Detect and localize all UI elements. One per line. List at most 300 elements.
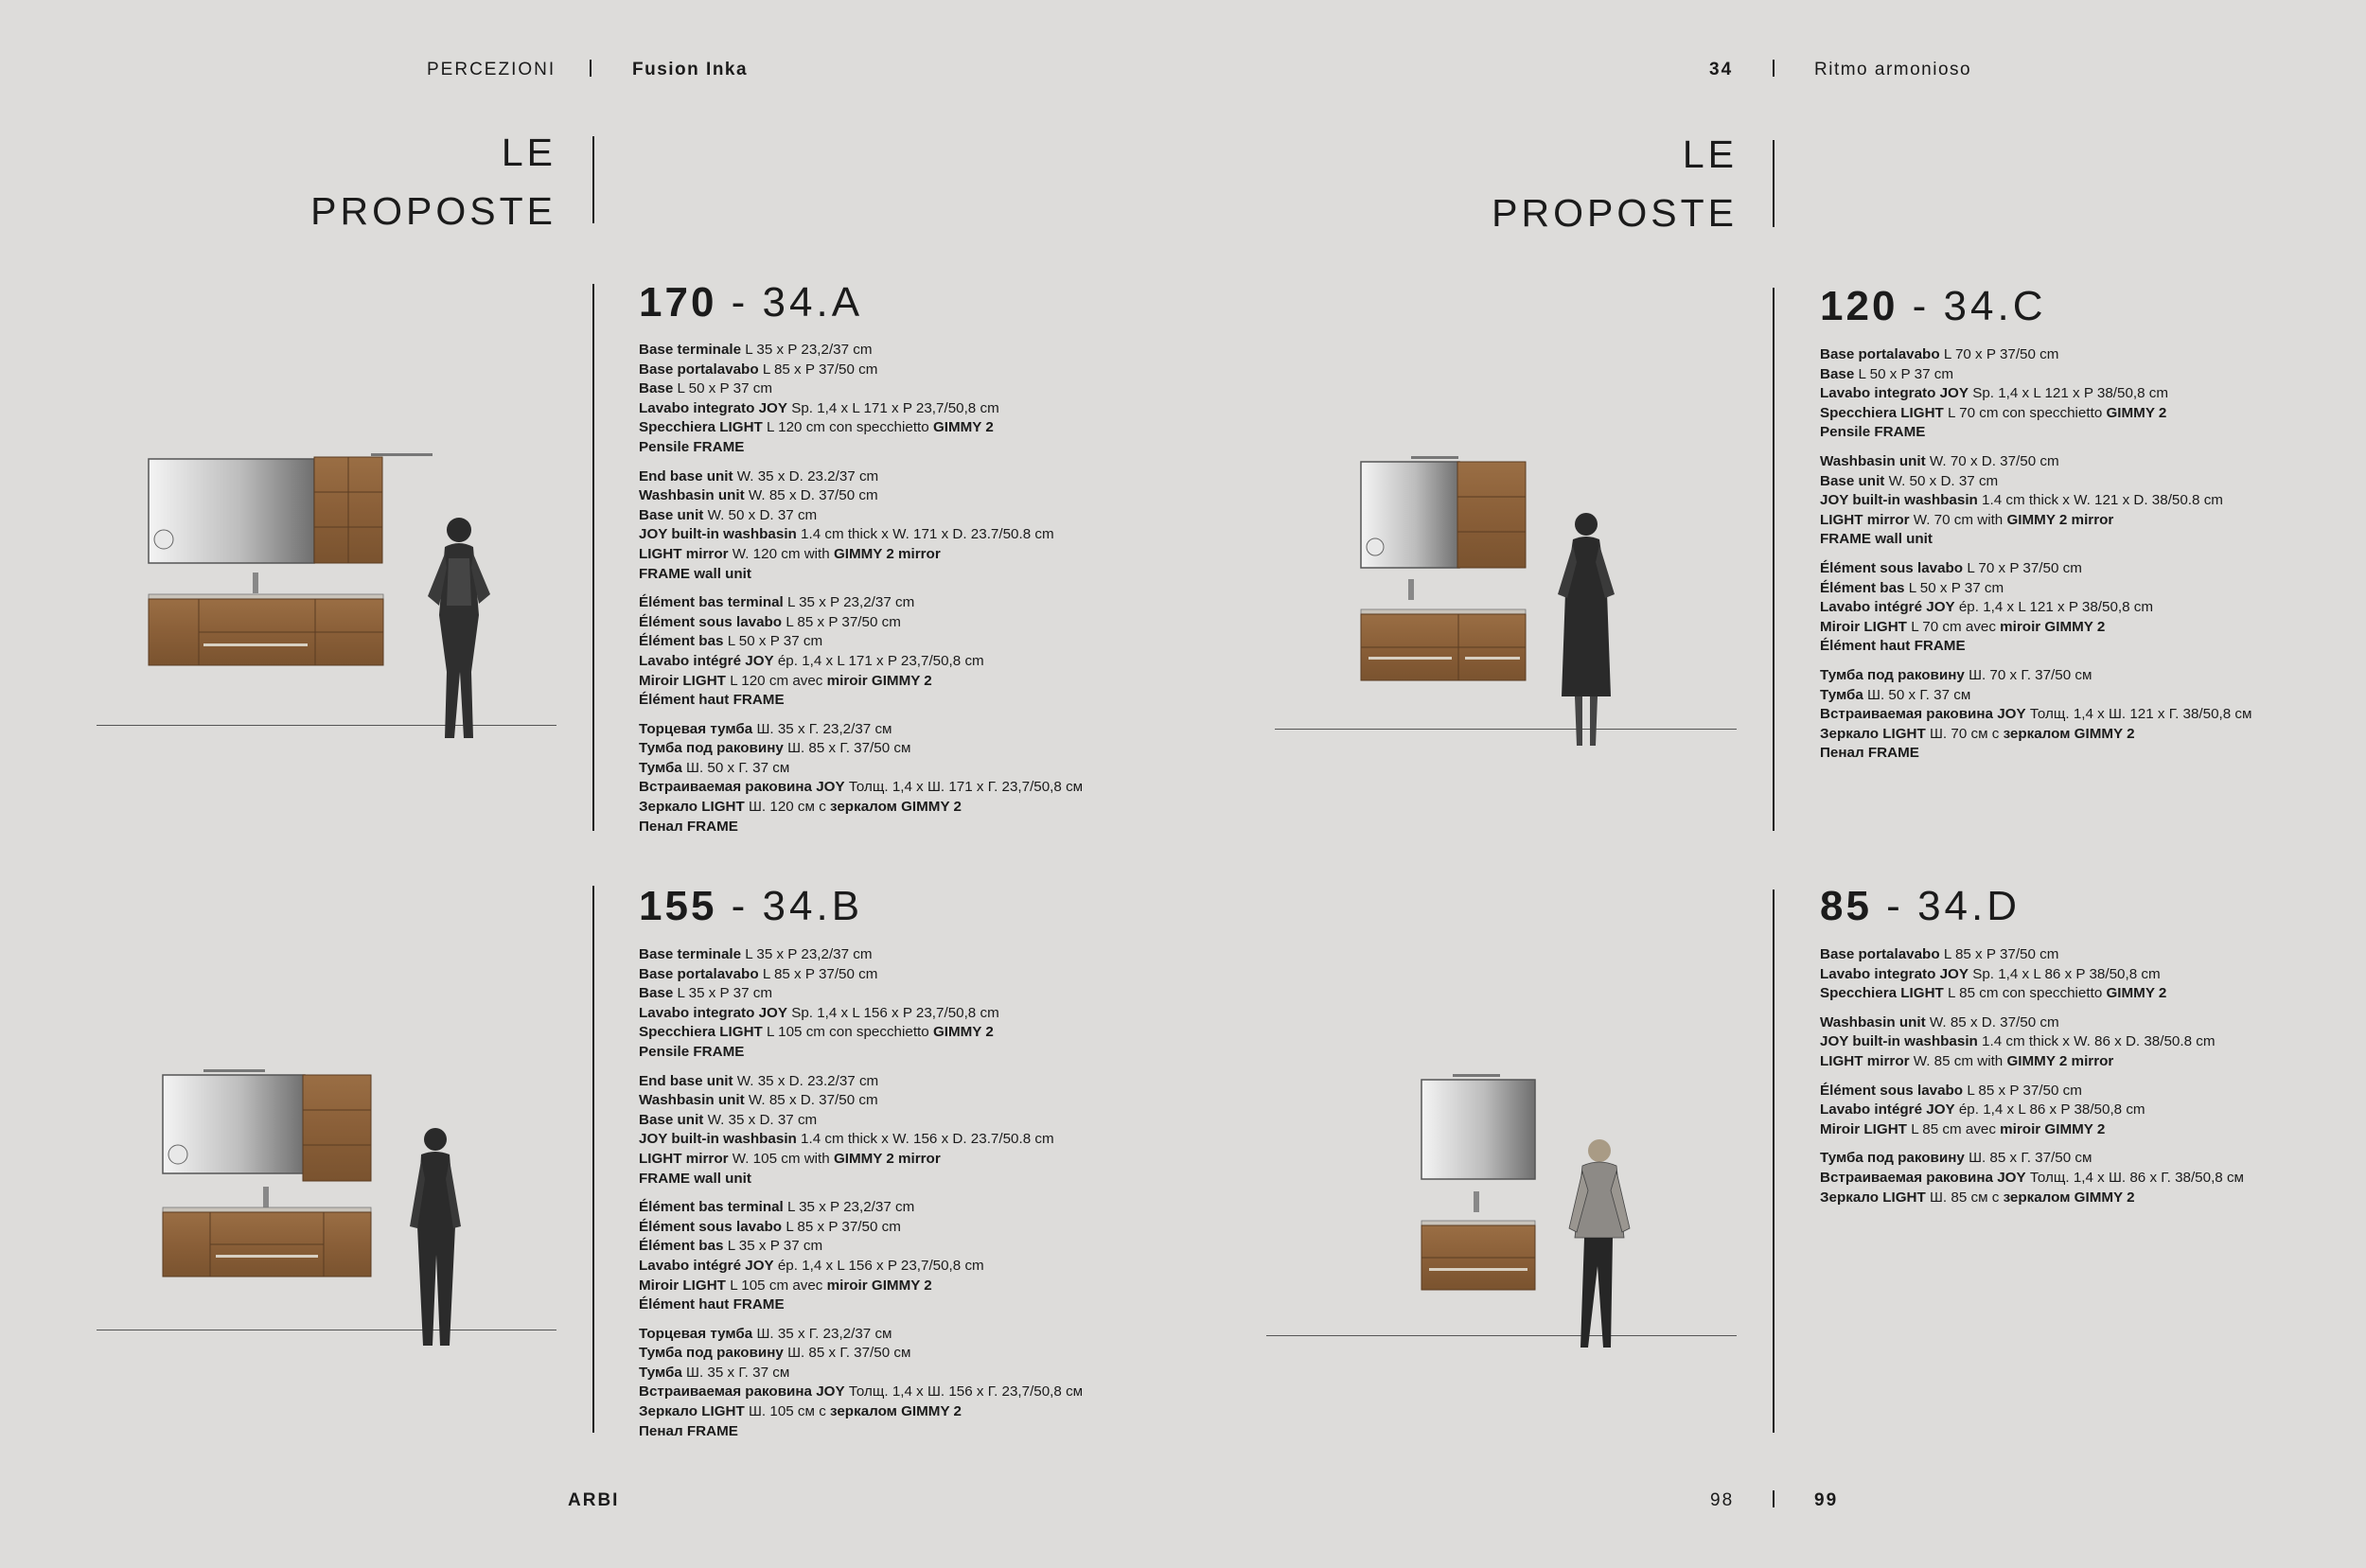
spec-line	[639, 1111, 1169, 1131]
spec-item-name: Тумба под раковину	[639, 740, 784, 757]
spec-group	[1820, 452, 2350, 550]
spec-item-name: Тумба под раковину	[1820, 1150, 1965, 1167]
spec-line	[639, 778, 1169, 798]
spec-dimensions: ép. 1,4 x L 86 x P 38/50,8 cm	[1954, 1101, 2145, 1119]
spec-item-name: Торцевая тумба	[639, 720, 753, 737]
spec-item-name: LIGHT mirror	[1820, 1052, 1910, 1069]
spec-dimensions: L 120 cm avec	[725, 672, 827, 689]
spec-dimensions: Ш. 70 см с	[1925, 725, 2004, 742]
spec-dimensions: L 35 x P 37 cm	[673, 985, 772, 1002]
spec-item-name: Pensile FRAME	[1820, 424, 1926, 441]
spec-item-name: Washbasin unit	[639, 487, 745, 504]
model-code: 34.B	[762, 883, 864, 929]
spec-item-name: Pensile FRAME	[639, 438, 745, 455]
spec-item-name: Торцевая тумба	[639, 1325, 753, 1342]
left-title-bar	[592, 136, 594, 223]
spec-item-name: Base unit	[1820, 472, 1885, 489]
spec-dimensions: W. 35 x D. 37 cm	[703, 1111, 818, 1128]
spec-item-name: Зеркало LIGHT	[639, 1403, 745, 1420]
spec-dimensions: Ш. 85 x Г. 37/50 см	[783, 1345, 911, 1362]
spec-item-name: Specchiera LIGHT	[639, 1024, 763, 1041]
right-title-line1: LE	[1682, 132, 1738, 176]
woman-figure-b	[402, 1122, 468, 1359]
spec-item-name: Élément bas	[639, 633, 724, 650]
spec-item-name: FRAME wall unit	[639, 1170, 751, 1187]
spec-group	[1820, 1149, 2350, 1207]
footer-page-right: 99	[1814, 1490, 1839, 1510]
spec-item-name: Specchiera LIGHT	[639, 419, 763, 436]
spec-item-name: Встраиваемая раковина JOY	[1820, 1169, 2026, 1186]
spec-item-name: JOY built-in washbasin	[639, 526, 797, 543]
section-bar-b	[592, 886, 594, 1433]
spec-line	[639, 1257, 1169, 1277]
left-title-line2: PROPOSTE	[310, 189, 556, 233]
spec-item-name: Встраиваемая раковина JOY	[1820, 706, 2026, 723]
spec-item-name: Lavabo integrato JOY	[639, 1004, 787, 1021]
spec-line	[639, 1344, 1169, 1364]
spec-line	[639, 691, 1169, 711]
spec-line	[639, 1218, 1169, 1238]
spec-item-name: Miroir LIGHT	[639, 672, 726, 689]
spec-dimensions: Ш. 105 см с	[744, 1403, 831, 1420]
spec-line	[1820, 686, 2350, 706]
section-bar-a	[592, 284, 594, 831]
spec-dimensions: Ш. 35 x Г. 37 см	[681, 1364, 790, 1381]
spec-line	[639, 720, 1169, 740]
spec-item-name: JOY built-in washbasin	[1820, 492, 1978, 509]
spec-dimensions: L 85 x P 37/50 cm	[782, 1218, 901, 1235]
spec-item-name: Élément sous lavabo	[639, 613, 783, 630]
spec-dimensions: L 35 x P 37 cm	[723, 1238, 823, 1255]
spec-dimensions: Ш. 35 x Г. 23,2/37 см	[752, 1325, 892, 1342]
model-size: 170	[639, 279, 717, 326]
spec-dimensions: Ш. 50 x Г. 37 см	[1863, 686, 1971, 703]
spec-list-c	[1820, 345, 2350, 773]
spec-group	[1820, 1013, 2350, 1072]
spec-item-name: Élément haut FRAME	[639, 1296, 785, 1313]
spec-item-name: LIGHT mirror	[639, 545, 729, 562]
spec-group	[639, 1198, 1169, 1315]
spec-dimensions: Ш. 70 x Г. 37/50 см	[1964, 666, 2092, 683]
spec-dimensions: L 50 x P 37 cm	[673, 380, 772, 397]
spec-item-name: FRAME wall unit	[1820, 531, 1933, 548]
spec-line	[1820, 423, 2350, 443]
spec-line	[639, 1295, 1169, 1315]
spec-line	[639, 545, 1169, 565]
section-bar-d	[1773, 890, 1774, 1433]
spec-line	[639, 1325, 1169, 1345]
spec-dimensions: W. 85 x D. 37/50 cm	[744, 487, 878, 504]
spec-item-name: JOY built-in washbasin	[639, 1131, 797, 1148]
spec-line	[1820, 1082, 2350, 1101]
spec-item-name: Тумба под раковину	[639, 1345, 784, 1362]
section-bar-c	[1773, 288, 1774, 831]
left-title-line1: LE	[501, 131, 556, 174]
spec-dimensions: Толщ. 1,4 x Ш. 156 x Г. 23,7/50,8 см	[844, 1383, 1084, 1401]
spec-dimensions: L 70 x P 37/50 cm	[1939, 346, 2059, 362]
spec-item-name: LIGHT mirror	[1820, 511, 1910, 528]
right-page-title	[1492, 125, 1738, 242]
spec-line	[639, 798, 1169, 818]
spec-dimensions: L 35 x P 23,2/37 cm	[783, 594, 915, 611]
footer-page-left: 98	[1710, 1490, 1735, 1510]
spec-line	[639, 1402, 1169, 1422]
spec-line	[1820, 1013, 2350, 1033]
spec-dimensions: L 50 x P 37 cm	[723, 633, 823, 650]
spec-group	[639, 593, 1169, 711]
spec-line	[1820, 618, 2350, 638]
spec-item-name: End base unit	[639, 467, 733, 484]
spec-item-name: Lavabo intégré JOY	[1820, 1101, 1955, 1119]
spec-dimensions: ép. 1,4 x L 156 x P 23,7/50,8 cm	[773, 1257, 984, 1274]
spec-line	[1820, 1101, 2350, 1120]
spec-item-name: Miroir LIGHT	[1820, 618, 1907, 635]
spec-dimensions: ép. 1,4 x L 171 x P 23,7/50,8 cm	[773, 652, 984, 669]
spec-accessory: GIMMY 2 mirror	[2006, 511, 2114, 528]
model-heading-c: 120 - 34.C	[1820, 283, 2047, 329]
spec-accessory: GIMMY 2	[932, 1024, 994, 1041]
spec-dimensions: 1.4 cm thick x W. 86 x D. 38/50.8 cm	[1977, 1033, 2216, 1050]
spec-item-name: Встраиваемая раковина JOY	[639, 1383, 845, 1401]
spec-accessory: GIMMY 2 mirror	[833, 1150, 941, 1167]
spec-dimensions: L 35 x P 23,2/37 cm	[783, 1199, 915, 1216]
footer-brand: ARBI	[568, 1490, 620, 1510]
running-page-ref: 34	[1709, 60, 1734, 79]
spec-dimensions: Sp. 1,4 x L 171 x P 23,7/50,8 cm	[786, 399, 999, 416]
spec-line	[639, 965, 1169, 985]
model-code: 34.A	[762, 279, 864, 326]
spec-item-name: Washbasin unit	[1820, 452, 1926, 469]
spec-item-name: Élément sous lavabo	[639, 1218, 783, 1235]
floor-line-c	[1275, 729, 1737, 730]
spec-dimensions: Толщ. 1,4 x Ш. 171 x Г. 23,7/50,8 см	[844, 779, 1084, 796]
spec-line	[639, 818, 1169, 837]
spec-line	[1820, 1032, 2350, 1052]
spec-dimensions: W. 85 x D. 37/50 cm	[1925, 1013, 2059, 1031]
spec-dimensions: L 70 x P 37/50 cm	[1963, 559, 2082, 576]
spec-dimensions: W. 50 x D. 37 cm	[703, 506, 818, 523]
spec-line	[639, 399, 1169, 419]
spec-line	[639, 1364, 1169, 1383]
spec-item-name: Lavabo intégré JOY	[639, 1257, 774, 1274]
spec-accessory: GIMMY 2 mirror	[2006, 1052, 2114, 1069]
spec-line	[1820, 491, 2350, 511]
spec-item-name: Lavabo integrato JOY	[639, 399, 787, 416]
spec-item-name: Pensile FRAME	[639, 1043, 745, 1060]
spec-dimensions: W. 70 x D. 37/50 cm	[1925, 452, 2059, 469]
spec-line	[1820, 559, 2350, 579]
spec-dimensions: L 50 x P 37 cm	[1854, 365, 1953, 382]
spec-item-name: Washbasin unit	[639, 1092, 745, 1109]
spec-item-name: FRAME wall unit	[639, 565, 751, 582]
spec-dimensions: Sp. 1,4 x L 156 x P 23,7/50,8 cm	[786, 1004, 999, 1021]
model-size: 155	[639, 883, 717, 929]
spec-line	[639, 467, 1169, 487]
right-title-line2: PROPOSTE	[1492, 191, 1738, 235]
spec-line	[639, 1023, 1169, 1043]
spec-accessory: GIMMY 2	[932, 419, 994, 436]
spec-line	[639, 438, 1169, 458]
spec-line	[639, 652, 1169, 672]
running-collection: Fusion Inka	[632, 60, 749, 79]
spec-line	[1820, 365, 2350, 385]
spec-item-name: LIGHT mirror	[639, 1150, 729, 1167]
spec-accessory: зеркалом GIMMY 2	[2003, 1189, 2135, 1206]
spec-dimensions: L 85 x P 37/50 cm	[1939, 946, 2059, 962]
model-code: 34.C	[1943, 283, 2047, 329]
spec-dimensions: L 85 x P 37/50 cm	[782, 613, 901, 630]
spec-line	[1820, 725, 2350, 745]
spec-group	[1820, 559, 2350, 657]
spec-dimensions: L 120 cm con specchietto	[762, 419, 933, 436]
spec-line	[639, 1091, 1169, 1111]
spec-dimensions: Ш. 85 см с	[1925, 1189, 2004, 1206]
spec-item-name: Base unit	[639, 506, 704, 523]
spec-item-name: Base portalavabo	[639, 361, 759, 378]
model-heading-b: 155 - 34.B	[639, 883, 864, 929]
spec-dimensions: L 70 cm con specchietto	[1943, 404, 2107, 421]
spec-dimensions: W. 85 x D. 37/50 cm	[744, 1092, 878, 1109]
spec-line	[1820, 404, 2350, 424]
woman-figure-d	[1562, 1134, 1637, 1361]
spec-dimensions: L 70 cm avec	[1906, 618, 2001, 635]
spec-item-name: Base terminale	[639, 342, 742, 358]
spec-item-name: Base	[639, 985, 674, 1002]
spec-item-name: Base	[639, 380, 674, 397]
spec-dimensions: W. 50 x D. 37 cm	[1884, 472, 1999, 489]
spec-line	[1820, 984, 2350, 1004]
spec-item-name: Зеркало LIGHT	[639, 799, 745, 816]
spec-dimensions: Sp. 1,4 x L 121 x P 38/50,8 cm	[1968, 385, 2169, 402]
spec-line	[639, 1198, 1169, 1218]
spec-item-name: Пенал FRAME	[1820, 745, 1919, 762]
spec-dimensions: L 85 x P 37/50 cm	[1963, 1082, 2082, 1099]
spec-item-name: Élément bas	[639, 1238, 724, 1255]
spec-line	[639, 984, 1169, 1004]
spec-line	[639, 379, 1169, 399]
spec-item-name: Élément sous lavabo	[1820, 1082, 1964, 1099]
spec-item-name: Base portalavabo	[1820, 946, 1940, 962]
spec-line	[1820, 598, 2350, 618]
spec-group	[639, 720, 1169, 837]
model-heading-d: 85 - 34.D	[1820, 883, 2022, 929]
spec-item-name: JOY built-in washbasin	[1820, 1033, 1978, 1050]
spec-line	[639, 759, 1169, 779]
spec-item-name: Miroir LIGHT	[1820, 1120, 1907, 1137]
spec-dimensions: L 35 x P 23,2/37 cm	[741, 342, 873, 358]
spec-accessory: miroir GIMMY 2	[826, 672, 932, 689]
spec-dimensions: 1.4 cm thick x W. 171 x D. 23.7/50.8 cm	[796, 526, 1054, 543]
spec-item-name: Specchiera LIGHT	[1820, 404, 1944, 421]
left-page-title	[310, 123, 556, 240]
spec-item-name: Встраиваемая раковина JOY	[639, 779, 845, 796]
spec-dimensions: W. 35 x D. 23.2/37 cm	[733, 1072, 879, 1089]
spec-item-name: Lavabo integrato JOY	[1820, 385, 1969, 402]
spec-item-name: Зеркало LIGHT	[1820, 725, 1926, 742]
spec-line	[639, 1150, 1169, 1170]
spec-line	[1820, 1189, 2350, 1208]
spec-item-name: Élément bas terminal	[639, 1199, 784, 1216]
spec-accessory: miroir GIMMY 2	[2000, 1120, 2106, 1137]
spec-line	[639, 945, 1169, 965]
spec-group	[1820, 1082, 2350, 1140]
spec-line	[1820, 345, 2350, 365]
spec-line	[639, 565, 1169, 585]
spec-line	[639, 739, 1169, 759]
spec-line	[1820, 579, 2350, 599]
spec-line	[639, 672, 1169, 692]
spec-accessory: GIMMY 2	[2106, 404, 2167, 421]
running-section: PERCEZIONI	[427, 60, 556, 79]
spec-item-name: Тумба под раковину	[1820, 666, 1965, 683]
spec-item-name: Élément sous lavabo	[1820, 559, 1964, 576]
spec-line	[639, 1170, 1169, 1189]
spec-line	[639, 1237, 1169, 1257]
spec-dimensions: W. 105 cm with	[728, 1150, 834, 1167]
spec-dimensions: L 35 x P 23,2/37 cm	[741, 946, 873, 962]
spec-dimensions: Sp. 1,4 x L 86 x P 38/50,8 cm	[1968, 965, 2161, 982]
model-size: 120	[1820, 283, 1898, 329]
spec-line	[639, 1130, 1169, 1150]
spec-item-name: Тумба	[639, 759, 682, 776]
spec-line	[1820, 666, 2350, 686]
spec-line	[639, 613, 1169, 633]
spec-item-name: Élément bas	[1820, 579, 1905, 596]
spec-dimensions: W. 120 cm with	[728, 545, 834, 562]
spec-accessory: зеркалом GIMMY 2	[830, 799, 962, 816]
spec-item-name: Пенал FRAME	[639, 818, 738, 835]
right-title-bar	[1773, 140, 1774, 227]
spec-line	[1820, 744, 2350, 764]
footer-divider	[1773, 1490, 1774, 1507]
spec-dimensions: L 85 cm avec	[1906, 1120, 2001, 1137]
spec-item-name: Lavabo intégré JOY	[639, 652, 774, 669]
spec-item-name: Élément haut FRAME	[639, 692, 785, 709]
vanity-illustration-170	[147, 449, 393, 681]
spec-item-name: Пенал FRAME	[639, 1422, 738, 1439]
spec-line	[639, 418, 1169, 438]
spec-dimensions: L 85 x P 37/50 cm	[758, 965, 878, 982]
vanity-illustration-85	[1420, 1072, 1538, 1295]
spec-item-name: Base	[1820, 365, 1855, 382]
spec-dimensions: W. 35 x D. 23.2/37 cm	[733, 467, 879, 484]
spec-item-name: Élément bas terminal	[639, 594, 784, 611]
spec-line	[639, 486, 1169, 506]
spec-dimensions: L 105 cm avec	[725, 1277, 827, 1294]
spec-accessory: зеркалом GIMMY 2	[830, 1403, 962, 1420]
spec-item-name: Зеркало LIGHT	[1820, 1189, 1926, 1206]
spec-dimensions: W. 70 cm with	[1909, 511, 2007, 528]
spec-line	[639, 1383, 1169, 1402]
spec-line	[1820, 945, 2350, 965]
spec-line	[639, 593, 1169, 613]
spec-line	[1820, 1052, 2350, 1072]
spec-accessory: GIMMY 2	[2106, 985, 2167, 1002]
spec-item-name: Specchiera LIGHT	[1820, 985, 1944, 1002]
spec-group	[639, 1072, 1169, 1189]
header-divider-left	[590, 60, 592, 77]
spec-line	[1820, 530, 2350, 550]
spec-line	[1820, 452, 2350, 472]
floor-line-d	[1266, 1335, 1737, 1336]
spec-group	[639, 945, 1169, 1063]
spec-dimensions: Толщ. 1,4 x Ш. 86 x Г. 38/50,8 см	[2025, 1169, 2244, 1186]
spec-item-name: Washbasin unit	[1820, 1013, 1926, 1031]
spec-item-name: Base terminale	[639, 946, 742, 962]
spec-dimensions: Ш. 120 см с	[744, 799, 831, 816]
spec-item-name: End base unit	[639, 1072, 733, 1089]
spec-item-name: Miroir LIGHT	[639, 1277, 726, 1294]
spec-line	[1820, 1120, 2350, 1140]
spec-line	[639, 1043, 1169, 1063]
spec-line	[1820, 511, 2350, 531]
woman-figure-a	[416, 511, 502, 752]
spec-dimensions: ép. 1,4 x L 121 x P 38/50,8 cm	[1954, 599, 2154, 616]
spec-dimensions: Толщ. 1,4 x Ш. 121 x Г. 38/50,8 см	[2025, 706, 2252, 723]
spec-line	[639, 1422, 1169, 1442]
spec-line	[639, 506, 1169, 526]
spec-item-name: Base portalavabo	[1820, 346, 1940, 362]
header-divider-right	[1773, 60, 1774, 77]
spec-line	[639, 341, 1169, 361]
spec-dimensions: L 85 x P 37/50 cm	[758, 361, 878, 378]
spec-dimensions: L 105 cm con specchietto	[762, 1024, 933, 1041]
spec-line	[1820, 1149, 2350, 1169]
spec-dimensions: Ш. 85 x Г. 37/50 см	[1964, 1150, 2092, 1167]
spec-accessory: miroir GIMMY 2	[826, 1277, 932, 1294]
spec-accessory: GIMMY 2 mirror	[833, 545, 941, 562]
spec-accessory: зеркалом GIMMY 2	[2003, 725, 2135, 742]
spec-dimensions: L 85 cm con specchietto	[1943, 985, 2107, 1002]
vanity-illustration-120	[1359, 454, 1529, 686]
spec-item-name: Тумба	[1820, 686, 1863, 703]
spec-line	[1820, 965, 2350, 985]
spec-group	[1820, 345, 2350, 443]
vanity-illustration-155	[161, 1067, 379, 1295]
spec-dimensions: 1.4 cm thick x W. 156 x D. 23.7/50.8 cm	[796, 1131, 1054, 1148]
spec-item-name: Élément haut FRAME	[1820, 638, 1966, 655]
model-heading-a: 170 - 34.A	[639, 279, 864, 326]
spec-item-name: Base unit	[639, 1111, 704, 1128]
spec-line	[639, 632, 1169, 652]
spec-list-b	[639, 945, 1169, 1451]
spec-dimensions: Ш. 35 x Г. 23,2/37 см	[752, 720, 892, 737]
woman-figure-c	[1548, 507, 1624, 758]
model-code: 34.D	[1917, 883, 2022, 929]
spec-item-name: Тумба	[639, 1364, 682, 1381]
spec-group	[1820, 945, 2350, 1004]
spec-item-name: Base portalavabo	[639, 965, 759, 982]
spec-dimensions: Ш. 50 x Г. 37 см	[681, 759, 790, 776]
spec-list-a	[639, 341, 1169, 846]
spec-dimensions: Ш. 85 x Г. 37/50 см	[783, 740, 911, 757]
spec-group	[639, 467, 1169, 585]
spec-line	[1820, 384, 2350, 404]
spec-line	[1820, 637, 2350, 657]
spec-group	[639, 1325, 1169, 1442]
spec-dimensions: W. 85 cm with	[1909, 1052, 2007, 1069]
model-size: 85	[1820, 883, 1872, 929]
spec-line	[1820, 1169, 2350, 1189]
running-subtitle: Ritmo armonioso	[1814, 60, 1972, 79]
spec-line	[1820, 472, 2350, 492]
spec-item-name: Lavabo intégré JOY	[1820, 599, 1955, 616]
spec-group	[639, 341, 1169, 458]
spec-list-d	[1820, 945, 2350, 1217]
spec-line	[639, 1277, 1169, 1296]
spec-item-name: Lavabo integrato JOY	[1820, 965, 1969, 982]
spec-line	[639, 1072, 1169, 1092]
